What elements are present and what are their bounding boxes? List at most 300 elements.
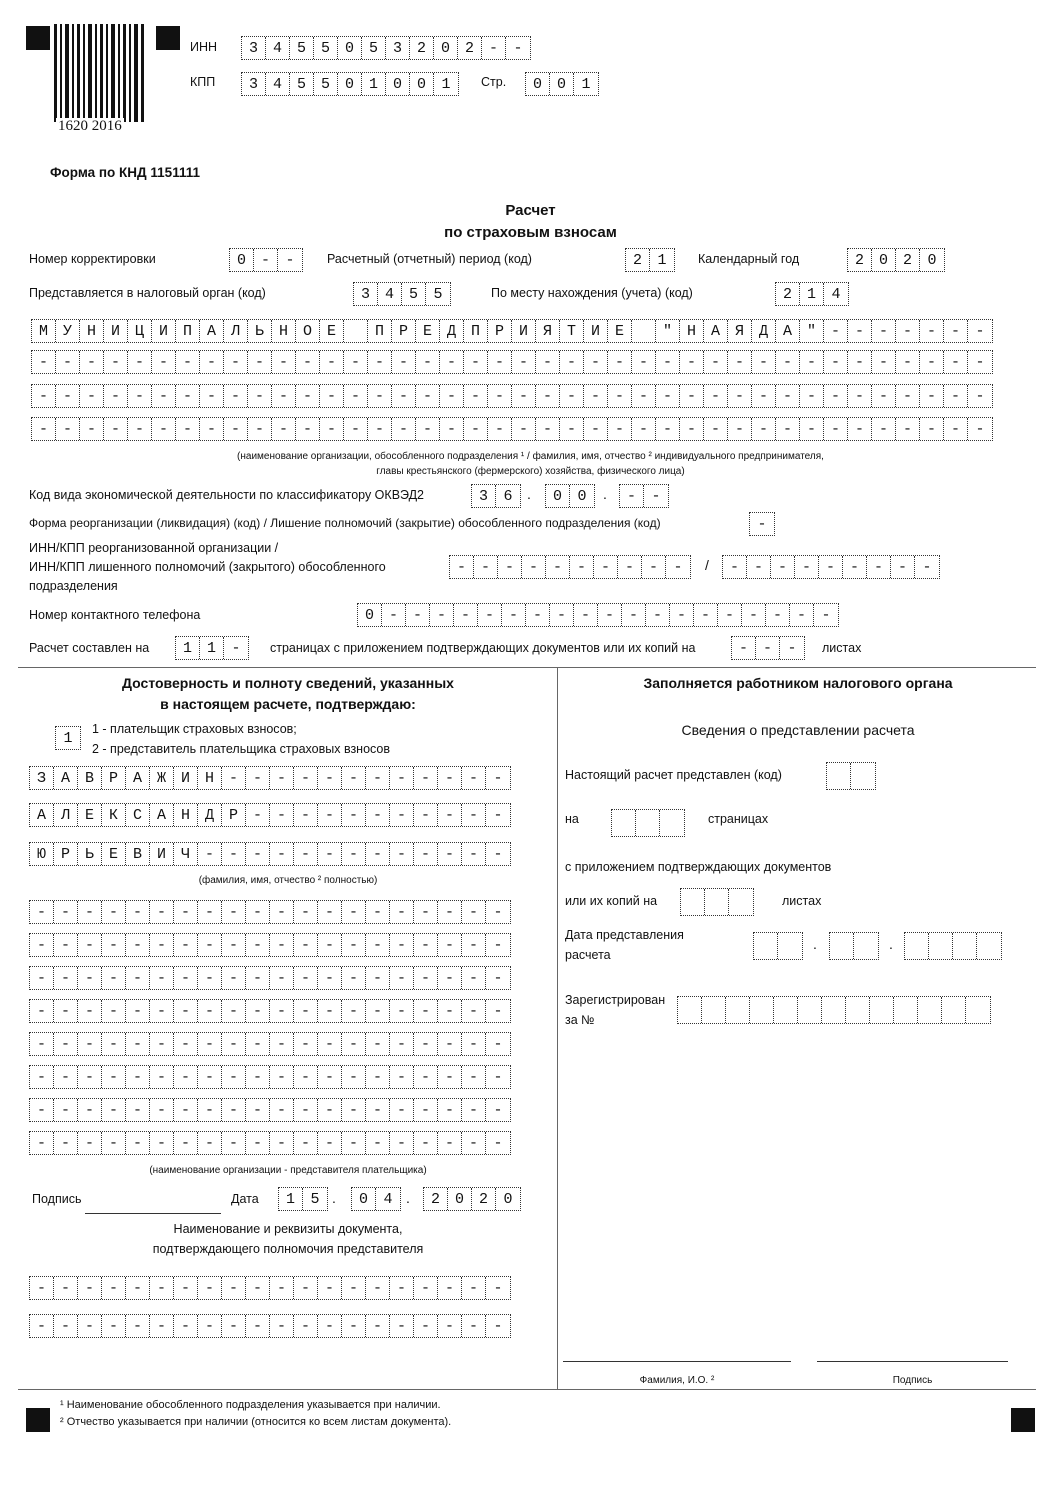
char-cell[interactable]: - (680, 418, 704, 440)
char-cell[interactable]: - (294, 1066, 318, 1088)
char-cell[interactable]: - (126, 1000, 150, 1022)
char-cell[interactable]: - (430, 604, 454, 626)
char-cell[interactable]: - (320, 385, 344, 407)
char-cell[interactable]: - (366, 901, 390, 923)
char-cell[interactable]: В (78, 767, 102, 789)
char-cell[interactable]: - (174, 1066, 198, 1088)
char-cell[interactable]: - (126, 1033, 150, 1055)
char-cell[interactable]: - (493, 969, 503, 987)
doc-row-2[interactable] (29, 1314, 511, 1338)
char-cell[interactable]: - (294, 767, 318, 789)
org-name-row-3[interactable] (31, 384, 993, 408)
char-cell[interactable]: - (414, 1000, 438, 1022)
char-cell[interactable]: - (102, 967, 126, 989)
char-cell[interactable]: - (272, 385, 296, 407)
char-cell[interactable]: - (920, 418, 944, 440)
char-cell[interactable]: - (30, 1132, 54, 1154)
char-cell[interactable]: - (200, 385, 224, 407)
char-cell[interactable]: - (126, 1277, 150, 1299)
char-cell[interactable]: - (80, 385, 104, 407)
char-cell[interactable]: - (246, 1066, 270, 1088)
char-cell[interactable]: - (366, 1000, 390, 1022)
char-cell[interactable]: 2 (424, 1188, 448, 1210)
char-cell[interactable]: - (920, 385, 944, 407)
char-cell[interactable]: - (198, 967, 222, 989)
char-cell[interactable]: - (32, 351, 56, 373)
char-cell[interactable]: - (270, 901, 294, 923)
char-cell[interactable]: - (416, 385, 440, 407)
char-cell[interactable]: - (462, 804, 486, 826)
char-cell[interactable]: - (104, 351, 128, 373)
char-cell[interactable]: - (296, 351, 320, 373)
char-cell[interactable]: - (152, 351, 176, 373)
char-cell[interactable]: Е (102, 843, 126, 865)
char-cell[interactable]: - (414, 1315, 438, 1337)
char-cell[interactable]: - (246, 1132, 270, 1154)
char-cell[interactable]: 5 (314, 73, 338, 95)
char-cell[interactable]: - (30, 1000, 54, 1022)
char-cell[interactable]: - (78, 1000, 102, 1022)
char-cell[interactable]: - (704, 351, 728, 373)
char-cell[interactable]: - (416, 418, 440, 440)
char-cell[interactable]: А (704, 320, 728, 342)
char-cell[interactable]: - (493, 903, 503, 921)
char-cell[interactable]: - (296, 418, 320, 440)
char-cell[interactable]: - (102, 901, 126, 923)
char-cell[interactable]: - (414, 767, 438, 789)
char-cell[interactable]: - (493, 845, 503, 863)
char-cell[interactable]: - (54, 901, 78, 923)
char-cell[interactable]: - (752, 351, 776, 373)
char-cell[interactable]: - (294, 901, 318, 923)
char-cell[interactable]: - (222, 901, 246, 923)
rep-name-row-4[interactable] (29, 999, 511, 1023)
char-cell[interactable]: М (32, 320, 56, 342)
date-day-field[interactable] (278, 1187, 328, 1211)
char-cell[interactable]: - (30, 1033, 54, 1055)
char-cell[interactable]: - (366, 967, 390, 989)
char-cell[interactable]: - (54, 1277, 78, 1299)
char-cell[interactable]: - (787, 639, 797, 657)
char-cell[interactable]: 4 (378, 283, 402, 305)
char-cell[interactable] (612, 810, 636, 836)
char-cell[interactable]: - (270, 1099, 294, 1121)
char-cell[interactable]: - (78, 1132, 102, 1154)
char-cell[interactable] (966, 997, 990, 1023)
char-cell[interactable]: Н (272, 320, 296, 342)
char-cell[interactable]: - (390, 967, 414, 989)
char-cell[interactable]: - (224, 385, 248, 407)
char-cell[interactable] (977, 933, 1001, 959)
char-cell[interactable]: - (246, 843, 270, 865)
char-cell[interactable]: - (294, 1033, 318, 1055)
date-month-field[interactable] (351, 1187, 401, 1211)
char-cell[interactable]: Н (174, 804, 198, 826)
reorg-field[interactable] (749, 512, 775, 536)
char-cell[interactable]: - (342, 1315, 366, 1337)
char-cell[interactable]: - (246, 1000, 270, 1022)
char-cell[interactable]: - (493, 1002, 503, 1020)
char-cell[interactable]: Я (536, 320, 560, 342)
char-cell[interactable]: 1 (362, 73, 386, 95)
char-cell[interactable]: - (318, 967, 342, 989)
char-cell[interactable] (660, 810, 684, 836)
char-cell[interactable] (678, 997, 702, 1023)
char-cell[interactable]: - (198, 1000, 222, 1022)
char-cell[interactable] (851, 763, 875, 789)
char-cell[interactable]: 0 (503, 1190, 513, 1208)
char-cell[interactable]: - (176, 418, 200, 440)
char-cell[interactable] (822, 997, 846, 1023)
char-cell[interactable]: - (150, 1277, 174, 1299)
char-cell[interactable]: А (126, 767, 150, 789)
char-cell[interactable]: - (246, 901, 270, 923)
char-cell[interactable]: - (646, 604, 670, 626)
year-field[interactable] (847, 248, 945, 272)
char-cell[interactable]: - (694, 604, 718, 626)
char-cell[interactable]: - (414, 1066, 438, 1088)
char-cell[interactable]: А (776, 320, 800, 342)
char-cell[interactable] (754, 933, 778, 959)
char-cell[interactable]: И (104, 320, 128, 342)
char-cell[interactable]: - (320, 418, 344, 440)
char-cell[interactable]: - (414, 804, 438, 826)
char-cell[interactable]: 2 (458, 37, 482, 59)
char-cell[interactable]: 5 (362, 37, 386, 59)
char-cell[interactable]: 2 (896, 249, 920, 271)
char-cell[interactable]: - (222, 934, 246, 956)
char-cell[interactable]: - (821, 606, 831, 624)
char-cell[interactable]: - (198, 1099, 222, 1121)
char-cell[interactable]: - (438, 767, 462, 789)
char-cell[interactable]: - (272, 351, 296, 373)
char-cell[interactable]: - (318, 934, 342, 956)
surname-field[interactable] (29, 766, 511, 790)
rep-name-row-3[interactable] (29, 966, 511, 990)
char-cell[interactable]: - (440, 418, 464, 440)
char-cell[interactable]: - (414, 1099, 438, 1121)
char-cell[interactable]: - (642, 556, 666, 578)
char-cell[interactable]: - (390, 767, 414, 789)
char-cell[interactable]: - (296, 385, 320, 407)
char-cell[interactable]: - (771, 556, 795, 578)
char-cell[interactable]: - (294, 1099, 318, 1121)
char-cell[interactable]: - (824, 351, 848, 373)
char-cell[interactable]: Л (54, 804, 78, 826)
char-cell[interactable]: 0 (550, 73, 574, 95)
char-cell[interactable]: - (493, 1317, 503, 1335)
char-cell[interactable]: - (584, 418, 608, 440)
char-cell[interactable]: - (732, 637, 756, 659)
char-cell[interactable]: - (318, 843, 342, 865)
char-cell[interactable]: - (776, 351, 800, 373)
char-cell[interactable] (905, 933, 929, 959)
char-cell[interactable]: - (54, 1033, 78, 1055)
char-cell[interactable]: - (800, 418, 824, 440)
reg-number-field[interactable] (677, 996, 991, 1024)
char-cell[interactable]: Ж (150, 767, 174, 789)
char-cell[interactable]: - (651, 487, 661, 505)
char-cell[interactable]: - (318, 767, 342, 789)
char-cell[interactable]: Д (752, 320, 776, 342)
char-cell[interactable] (702, 997, 726, 1023)
org-name-row-1[interactable] (31, 319, 993, 343)
char-cell[interactable]: - (294, 967, 318, 989)
char-cell[interactable]: - (819, 556, 843, 578)
char-cell[interactable]: - (975, 387, 985, 405)
char-cell[interactable]: - (438, 934, 462, 956)
char-cell[interactable]: - (318, 1099, 342, 1121)
char-cell[interactable]: 0 (927, 251, 937, 269)
char-cell[interactable]: - (200, 418, 224, 440)
char-cell[interactable]: - (78, 1315, 102, 1337)
char-cell[interactable]: 0 (546, 485, 570, 507)
char-cell[interactable]: - (464, 351, 488, 373)
char-cell[interactable]: - (680, 385, 704, 407)
char-cell[interactable]: - (198, 1277, 222, 1299)
char-cell[interactable]: - (342, 1132, 366, 1154)
char-cell[interactable]: - (462, 843, 486, 865)
char-cell[interactable]: 1 (657, 251, 667, 269)
char-cell[interactable]: - (867, 556, 891, 578)
char-cell[interactable]: - (766, 604, 790, 626)
char-cell[interactable]: - (30, 1066, 54, 1088)
char-cell[interactable]: Е (608, 320, 632, 342)
char-cell[interactable]: - (78, 934, 102, 956)
char-cell[interactable] (854, 933, 878, 959)
char-cell[interactable]: - (464, 385, 488, 407)
char-cell[interactable]: 5 (290, 73, 314, 95)
char-cell[interactable]: - (406, 604, 430, 626)
char-cell[interactable]: - (462, 967, 486, 989)
char-cell[interactable]: - (438, 967, 462, 989)
char-cell[interactable]: - (54, 1132, 78, 1154)
char-cell[interactable]: - (342, 901, 366, 923)
char-cell[interactable]: - (414, 1277, 438, 1299)
char-cell[interactable]: - (246, 767, 270, 789)
char-cell[interactable]: - (30, 901, 54, 923)
char-cell[interactable]: - (414, 843, 438, 865)
char-cell[interactable]: - (392, 351, 416, 373)
char-cell[interactable]: - (320, 351, 344, 373)
char-cell[interactable]: - (285, 251, 295, 269)
char-cell[interactable]: - (104, 385, 128, 407)
char-cell[interactable]: 1 (441, 75, 451, 93)
location-field[interactable] (775, 282, 849, 306)
char-cell[interactable]: - (248, 418, 272, 440)
char-cell[interactable]: - (975, 353, 985, 371)
char-cell[interactable]: - (56, 351, 80, 373)
char-cell[interactable] (636, 810, 660, 836)
char-cell[interactable]: 0 (352, 1188, 376, 1210)
char-cell[interactable]: Н (198, 767, 222, 789)
char-cell[interactable]: - (673, 558, 683, 576)
char-cell[interactable]: 5 (314, 37, 338, 59)
char-cell[interactable]: - (102, 1066, 126, 1088)
char-cell[interactable]: - (270, 767, 294, 789)
char-cell[interactable]: Ь (78, 843, 102, 865)
char-cell[interactable]: А (200, 320, 224, 342)
char-cell[interactable]: - (462, 1066, 486, 1088)
char-cell[interactable]: - (342, 1066, 366, 1088)
char-cell[interactable]: - (248, 385, 272, 407)
char-cell[interactable]: - (174, 1277, 198, 1299)
char-cell[interactable]: - (294, 934, 318, 956)
char-cell[interactable]: - (891, 556, 915, 578)
char-cell[interactable]: А (150, 804, 174, 826)
char-cell[interactable]: Р (102, 767, 126, 789)
char-cell[interactable]: - (824, 385, 848, 407)
char-cell[interactable] (778, 933, 802, 959)
char-cell[interactable]: - (198, 901, 222, 923)
char-cell[interactable]: - (560, 385, 584, 407)
correction-field[interactable] (229, 248, 303, 272)
char-cell[interactable]: 4 (383, 1190, 393, 1208)
char-cell[interactable]: - (270, 1315, 294, 1337)
char-cell[interactable]: 0 (386, 73, 410, 95)
char-cell[interactable]: - (584, 351, 608, 373)
char-cell[interactable]: Д (198, 804, 222, 826)
char-cell[interactable] (681, 889, 705, 915)
char-cell[interactable]: - (392, 385, 416, 407)
char-cell[interactable]: - (246, 967, 270, 989)
char-cell[interactable]: - (493, 806, 503, 824)
char-cell[interactable]: И (174, 767, 198, 789)
char-cell[interactable]: - (747, 556, 771, 578)
char-cell[interactable]: - (438, 1033, 462, 1055)
char-cell[interactable]: - (756, 637, 780, 659)
char-cell[interactable]: - (294, 1315, 318, 1337)
char-cell[interactable]: - (128, 385, 152, 407)
char-cell[interactable]: А (30, 804, 54, 826)
char-cell[interactable]: 0 (526, 73, 550, 95)
char-cell[interactable]: 3 (242, 37, 266, 59)
char-cell[interactable]: - (150, 1315, 174, 1337)
char-cell[interactable]: - (150, 1066, 174, 1088)
char-cell[interactable]: - (632, 351, 656, 373)
pages-field[interactable] (175, 636, 249, 660)
char-cell[interactable] (953, 933, 977, 959)
char-cell[interactable]: - (704, 418, 728, 440)
char-cell[interactable]: - (152, 418, 176, 440)
char-cell[interactable]: - (493, 936, 503, 954)
date-year-field[interactable] (423, 1187, 521, 1211)
char-cell[interactable]: - (464, 418, 488, 440)
char-cell[interactable]: 1 (176, 637, 200, 659)
char-cell[interactable]: 0 (434, 37, 458, 59)
char-cell[interactable]: - (944, 320, 968, 342)
char-cell[interactable]: - (174, 1132, 198, 1154)
char-cell[interactable] (870, 997, 894, 1023)
char-cell[interactable]: - (32, 418, 56, 440)
char-cell[interactable]: - (975, 420, 985, 438)
char-cell[interactable]: - (54, 1000, 78, 1022)
char-cell[interactable]: Е (78, 804, 102, 826)
char-cell[interactable]: - (174, 1000, 198, 1022)
char-cell[interactable]: - (246, 1277, 270, 1299)
char-cell[interactable]: - (848, 320, 872, 342)
char-cell[interactable]: - (198, 843, 222, 865)
char-cell[interactable]: - (390, 1033, 414, 1055)
sheets-field[interactable] (731, 636, 805, 660)
char-cell[interactable]: Р (222, 804, 246, 826)
char-cell[interactable]: - (718, 604, 742, 626)
char-cell[interactable]: З (30, 767, 54, 789)
char-cell[interactable]: 3 (242, 73, 266, 95)
char-cell[interactable]: - (270, 1033, 294, 1055)
char-cell[interactable]: - (80, 418, 104, 440)
char-cell[interactable]: - (126, 1066, 150, 1088)
char-cell[interactable]: - (462, 767, 486, 789)
char-cell[interactable]: - (198, 1132, 222, 1154)
char-cell[interactable]: Ю (30, 843, 54, 865)
rep-name-row-7[interactable] (29, 1098, 511, 1122)
char-cell[interactable]: - (318, 1315, 342, 1337)
char-cell[interactable]: - (478, 604, 502, 626)
char-cell[interactable]: - (224, 418, 248, 440)
char-cell[interactable]: 1 (581, 75, 591, 93)
reorg-kpp-field[interactable] (722, 555, 940, 579)
okved-field-2[interactable] (545, 484, 595, 508)
char-cell[interactable]: - (270, 934, 294, 956)
char-cell[interactable]: - (390, 804, 414, 826)
char-cell[interactable]: - (872, 385, 896, 407)
char-cell[interactable]: - (102, 1132, 126, 1154)
char-cell[interactable]: - (366, 1099, 390, 1121)
char-cell[interactable]: 4 (831, 285, 841, 303)
char-cell[interactable]: - (176, 385, 200, 407)
char-cell[interactable]: - (594, 556, 618, 578)
char-cell[interactable]: - (482, 37, 506, 59)
char-cell[interactable]: - (944, 418, 968, 440)
char-cell[interactable]: - (222, 967, 246, 989)
char-cell[interactable]: - (246, 934, 270, 956)
char-cell[interactable]: - (790, 604, 814, 626)
char-cell[interactable]: - (920, 320, 944, 342)
char-cell[interactable]: У (56, 320, 80, 342)
char-cell[interactable]: 4 (266, 37, 290, 59)
char-cell[interactable]: - (776, 418, 800, 440)
sign-line[interactable] (817, 1361, 1008, 1362)
char-cell[interactable] (344, 320, 368, 342)
char-cell[interactable]: - (440, 351, 464, 373)
char-cell[interactable]: Р (488, 320, 512, 342)
char-cell[interactable]: - (30, 1099, 54, 1121)
char-cell[interactable]: - (222, 1000, 246, 1022)
char-cell[interactable]: - (342, 843, 366, 865)
char-cell[interactable]: - (632, 418, 656, 440)
char-cell[interactable]: - (366, 1315, 390, 1337)
char-cell[interactable]: - (270, 804, 294, 826)
reorg-inn-field[interactable] (449, 555, 691, 579)
char-cell[interactable]: - (414, 901, 438, 923)
char-cell[interactable]: - (922, 558, 932, 576)
char-cell[interactable]: - (843, 556, 867, 578)
char-cell[interactable]: - (318, 1132, 342, 1154)
char-cell[interactable]: - (462, 1277, 486, 1299)
char-cell[interactable]: - (512, 351, 536, 373)
char-cell[interactable]: 0 (338, 37, 362, 59)
char-cell[interactable]: - (222, 1033, 246, 1055)
char-cell[interactable]: - (150, 901, 174, 923)
char-cell[interactable]: - (152, 385, 176, 407)
char-cell[interactable]: - (896, 351, 920, 373)
char-cell[interactable]: " (800, 320, 824, 342)
char-cell[interactable]: - (390, 934, 414, 956)
char-cell[interactable]: - (848, 385, 872, 407)
rep-name-row-1[interactable] (29, 900, 511, 924)
char-cell[interactable]: - (78, 1066, 102, 1088)
